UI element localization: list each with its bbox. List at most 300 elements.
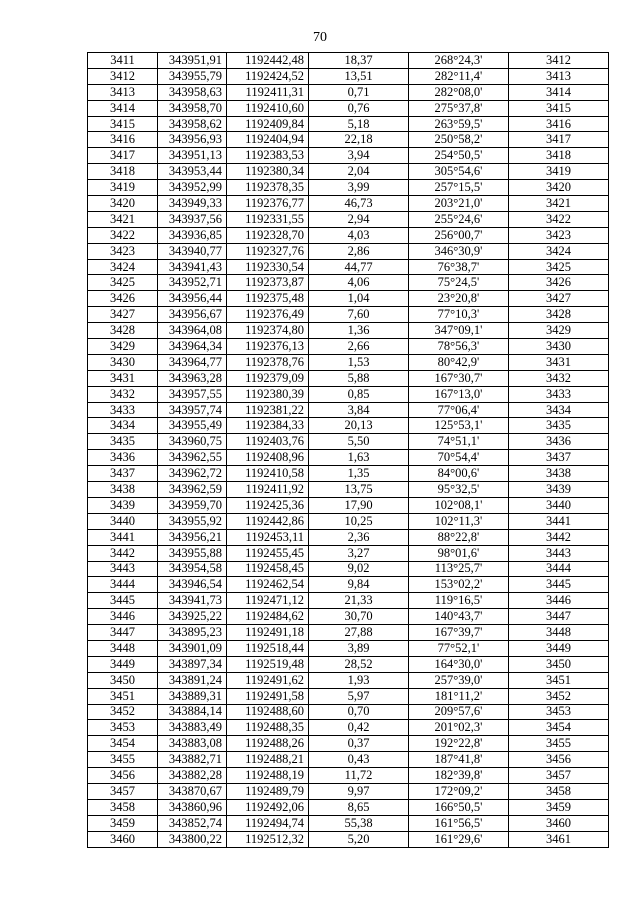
y-coordinate-cell: 1192327,76 <box>227 243 309 259</box>
distance-cell: 2,04 <box>309 164 409 180</box>
distance-cell: 13,51 <box>309 68 409 84</box>
point-to-cell: 3413 <box>509 68 609 84</box>
distance-cell: 55,38 <box>309 815 409 831</box>
point-from-cell: 3445 <box>88 593 158 609</box>
point-to-cell: 3439 <box>509 482 609 498</box>
x-coordinate-cell: 343957,55 <box>158 386 227 402</box>
x-coordinate-cell: 343951,13 <box>158 148 227 164</box>
x-coordinate-cell: 343936,85 <box>158 227 227 243</box>
bearing-cell: 268°24,3' <box>409 53 509 69</box>
x-coordinate-cell: 343860,96 <box>158 799 227 815</box>
y-coordinate-cell: 1192404,94 <box>227 132 309 148</box>
bearing-cell: 23°20,8' <box>409 291 509 307</box>
distance-cell: 3,89 <box>309 640 409 656</box>
table-row <box>88 291 609 307</box>
point-to-cell: 3428 <box>509 307 609 323</box>
table-row <box>88 434 609 450</box>
distance-cell: 46,73 <box>309 196 409 212</box>
distance-cell: 2,36 <box>309 529 409 545</box>
x-coordinate-cell: 343800,22 <box>158 831 227 847</box>
x-coordinate-cell: 343960,75 <box>158 434 227 450</box>
bearing-cell: 102°08,1' <box>409 497 509 513</box>
bearing-cell: 95°32,5' <box>409 482 509 498</box>
y-coordinate-cell: 1192409,84 <box>227 116 309 132</box>
table-row <box>88 196 609 212</box>
table-row <box>88 259 609 275</box>
distance-cell: 9,84 <box>309 577 409 593</box>
point-from-cell: 3420 <box>88 196 158 212</box>
point-from-cell: 3419 <box>88 180 158 196</box>
point-to-cell: 3444 <box>509 561 609 577</box>
distance-cell: 1,04 <box>309 291 409 307</box>
y-coordinate-cell: 1192489,79 <box>227 783 309 799</box>
y-coordinate-cell: 1192491,58 <box>227 688 309 704</box>
y-coordinate-cell: 1192411,92 <box>227 482 309 498</box>
x-coordinate-cell: 343962,72 <box>158 466 227 482</box>
point-from-cell: 3440 <box>88 513 158 529</box>
point-from-cell: 3429 <box>88 339 158 355</box>
y-coordinate-cell: 1192383,53 <box>227 148 309 164</box>
y-coordinate-cell: 1192488,26 <box>227 736 309 752</box>
distance-cell: 20,13 <box>309 418 409 434</box>
x-coordinate-cell: 343884,14 <box>158 704 227 720</box>
y-coordinate-cell: 1192424,52 <box>227 68 309 84</box>
table-row <box>88 180 609 196</box>
distance-cell: 9,97 <box>309 783 409 799</box>
bearing-cell: 282°08,0' <box>409 84 509 100</box>
bearing-cell: 275°37,8' <box>409 100 509 116</box>
table-row <box>88 84 609 100</box>
point-from-cell: 3456 <box>88 768 158 784</box>
point-from-cell: 3453 <box>88 720 158 736</box>
x-coordinate-cell: 343956,93 <box>158 132 227 148</box>
x-coordinate-cell: 343957,74 <box>158 402 227 418</box>
table-row <box>88 482 609 498</box>
x-coordinate-cell: 343953,44 <box>158 164 227 180</box>
x-coordinate-cell: 343941,43 <box>158 259 227 275</box>
bearing-cell: 88°22,8' <box>409 529 509 545</box>
point-to-cell: 3458 <box>509 783 609 799</box>
point-from-cell: 3422 <box>88 227 158 243</box>
point-to-cell: 3417 <box>509 132 609 148</box>
y-coordinate-cell: 1192455,45 <box>227 545 309 561</box>
y-coordinate-cell: 1192373,87 <box>227 275 309 291</box>
x-coordinate-cell: 343962,55 <box>158 450 227 466</box>
distance-cell: 1,35 <box>309 466 409 482</box>
table-row <box>88 561 609 577</box>
point-to-cell: 3436 <box>509 434 609 450</box>
table-row <box>88 656 609 672</box>
y-coordinate-cell: 1192425,36 <box>227 497 309 513</box>
point-to-cell: 3423 <box>509 227 609 243</box>
distance-cell: 7,60 <box>309 307 409 323</box>
distance-cell: 0,70 <box>309 704 409 720</box>
bearing-cell: 74°51,1' <box>409 434 509 450</box>
distance-cell: 44,77 <box>309 259 409 275</box>
x-coordinate-cell: 343937,56 <box>158 211 227 227</box>
table-row <box>88 783 609 799</box>
x-coordinate-cell: 343956,21 <box>158 529 227 545</box>
point-to-cell: 3455 <box>509 736 609 752</box>
x-coordinate-cell: 343963,28 <box>158 370 227 386</box>
table-row <box>88 752 609 768</box>
point-from-cell: 3423 <box>88 243 158 259</box>
distance-cell: 4,06 <box>309 275 409 291</box>
point-from-cell: 3431 <box>88 370 158 386</box>
table-row <box>88 497 609 513</box>
bearing-cell: 256°00,7' <box>409 227 509 243</box>
table-row <box>88 418 609 434</box>
distance-cell: 0,85 <box>309 386 409 402</box>
table-row <box>88 68 609 84</box>
point-to-cell: 3433 <box>509 386 609 402</box>
table-row <box>88 354 609 370</box>
point-from-cell: 3450 <box>88 672 158 688</box>
distance-cell: 4,03 <box>309 227 409 243</box>
distance-cell: 13,75 <box>309 482 409 498</box>
distance-cell: 5,97 <box>309 688 409 704</box>
point-to-cell: 3421 <box>509 196 609 212</box>
point-from-cell: 3454 <box>88 736 158 752</box>
x-coordinate-cell: 343958,70 <box>158 100 227 116</box>
point-to-cell: 3452 <box>509 688 609 704</box>
distance-cell: 8,65 <box>309 799 409 815</box>
point-from-cell: 3442 <box>88 545 158 561</box>
point-to-cell: 3414 <box>509 84 609 100</box>
point-from-cell: 3425 <box>88 275 158 291</box>
distance-cell: 0,71 <box>309 84 409 100</box>
point-from-cell: 3415 <box>88 116 158 132</box>
bearing-cell: 192°22,8' <box>409 736 509 752</box>
y-coordinate-cell: 1192374,80 <box>227 323 309 339</box>
point-to-cell: 3449 <box>509 640 609 656</box>
point-to-cell: 3429 <box>509 323 609 339</box>
point-from-cell: 3455 <box>88 752 158 768</box>
x-coordinate-cell: 343925,22 <box>158 609 227 625</box>
point-from-cell: 3460 <box>88 831 158 847</box>
distance-cell: 28,52 <box>309 656 409 672</box>
y-coordinate-cell: 1192376,13 <box>227 339 309 355</box>
distance-cell: 1,36 <box>309 323 409 339</box>
point-from-cell: 3417 <box>88 148 158 164</box>
point-from-cell: 3435 <box>88 434 158 450</box>
y-coordinate-cell: 1192376,77 <box>227 196 309 212</box>
bearing-cell: 70°54,4' <box>409 450 509 466</box>
point-from-cell: 3452 <box>88 704 158 720</box>
x-coordinate-cell: 343949,33 <box>158 196 227 212</box>
point-from-cell: 3441 <box>88 529 158 545</box>
bearing-cell: 80°42,9' <box>409 354 509 370</box>
point-to-cell: 3446 <box>509 593 609 609</box>
distance-cell: 1,63 <box>309 450 409 466</box>
y-coordinate-cell: 1192410,60 <box>227 100 309 116</box>
y-coordinate-cell: 1192442,86 <box>227 513 309 529</box>
point-to-cell: 3450 <box>509 656 609 672</box>
point-from-cell: 3412 <box>88 68 158 84</box>
point-from-cell: 3449 <box>88 656 158 672</box>
x-coordinate-cell: 343883,08 <box>158 736 227 752</box>
table-row <box>88 609 609 625</box>
y-coordinate-cell: 1192410,58 <box>227 466 309 482</box>
x-coordinate-cell: 343955,49 <box>158 418 227 434</box>
table-row <box>88 100 609 116</box>
table-row <box>88 577 609 593</box>
coordinates-table-body <box>88 53 609 848</box>
bearing-cell: 78°56,3' <box>409 339 509 355</box>
bearing-cell: 77°06,4' <box>409 402 509 418</box>
bearing-cell: 209°57,6' <box>409 704 509 720</box>
x-coordinate-cell: 343962,59 <box>158 482 227 498</box>
x-coordinate-cell: 343891,24 <box>158 672 227 688</box>
point-to-cell: 3456 <box>509 752 609 768</box>
distance-cell: 3,84 <box>309 402 409 418</box>
bearing-cell: 119°16,5' <box>409 593 509 609</box>
point-from-cell: 3436 <box>88 450 158 466</box>
point-to-cell: 3442 <box>509 529 609 545</box>
y-coordinate-cell: 1192378,76 <box>227 354 309 370</box>
bearing-cell: 282°11,4' <box>409 68 509 84</box>
table-row <box>88 164 609 180</box>
table-row <box>88 339 609 355</box>
y-coordinate-cell: 1192442,48 <box>227 53 309 69</box>
point-to-cell: 3441 <box>509 513 609 529</box>
table-row <box>88 323 609 339</box>
distance-cell: 5,88 <box>309 370 409 386</box>
x-coordinate-cell: 343955,88 <box>158 545 227 561</box>
y-coordinate-cell: 1192488,60 <box>227 704 309 720</box>
y-coordinate-cell: 1192488,21 <box>227 752 309 768</box>
point-to-cell: 3425 <box>509 259 609 275</box>
distance-cell: 1,53 <box>309 354 409 370</box>
point-from-cell: 3437 <box>88 466 158 482</box>
bearing-cell: 167°13,0' <box>409 386 509 402</box>
bearing-cell: 182°39,8' <box>409 768 509 784</box>
x-coordinate-cell: 343952,99 <box>158 180 227 196</box>
point-from-cell: 3424 <box>88 259 158 275</box>
distance-cell: 9,02 <box>309 561 409 577</box>
x-coordinate-cell: 343964,34 <box>158 339 227 355</box>
y-coordinate-cell: 1192492,06 <box>227 799 309 815</box>
table-row <box>88 513 609 529</box>
x-coordinate-cell: 343897,34 <box>158 656 227 672</box>
y-coordinate-cell: 1192375,48 <box>227 291 309 307</box>
point-to-cell: 3427 <box>509 291 609 307</box>
bearing-cell: 172°09,2' <box>409 783 509 799</box>
bearing-cell: 167°39,7' <box>409 625 509 641</box>
coordinates-table <box>87 52 609 848</box>
x-coordinate-cell: 343901,09 <box>158 640 227 656</box>
bearing-cell: 153°02,2' <box>409 577 509 593</box>
y-coordinate-cell: 1192488,19 <box>227 768 309 784</box>
table-row <box>88 720 609 736</box>
y-coordinate-cell: 1192494,74 <box>227 815 309 831</box>
point-to-cell: 3445 <box>509 577 609 593</box>
table-row <box>88 799 609 815</box>
table-row <box>88 148 609 164</box>
x-coordinate-cell: 343952,71 <box>158 275 227 291</box>
y-coordinate-cell: 1192512,32 <box>227 831 309 847</box>
distance-cell: 10,25 <box>309 513 409 529</box>
y-coordinate-cell: 1192381,22 <box>227 402 309 418</box>
point-from-cell: 3427 <box>88 307 158 323</box>
table-row <box>88 831 609 847</box>
x-coordinate-cell: 343870,67 <box>158 783 227 799</box>
x-coordinate-cell: 343889,31 <box>158 688 227 704</box>
distance-cell: 0,37 <box>309 736 409 752</box>
x-coordinate-cell: 343955,92 <box>158 513 227 529</box>
distance-cell: 3,99 <box>309 180 409 196</box>
point-from-cell: 3434 <box>88 418 158 434</box>
x-coordinate-cell: 343951,91 <box>158 53 227 69</box>
table-row <box>88 243 609 259</box>
distance-cell: 27,88 <box>309 625 409 641</box>
table-row <box>88 211 609 227</box>
bearing-cell: 140°43,7' <box>409 609 509 625</box>
point-to-cell: 3461 <box>509 831 609 847</box>
point-to-cell: 3457 <box>509 768 609 784</box>
bearing-cell: 187°41,8' <box>409 752 509 768</box>
point-to-cell: 3434 <box>509 402 609 418</box>
table-row <box>88 402 609 418</box>
point-to-cell: 3440 <box>509 497 609 513</box>
x-coordinate-cell: 343946,54 <box>158 577 227 593</box>
point-to-cell: 3459 <box>509 799 609 815</box>
point-from-cell: 3414 <box>88 100 158 116</box>
point-from-cell: 3432 <box>88 386 158 402</box>
x-coordinate-cell: 343882,28 <box>158 768 227 784</box>
bearing-cell: 98°01,6' <box>409 545 509 561</box>
distance-cell: 0,76 <box>309 100 409 116</box>
y-coordinate-cell: 1192376,49 <box>227 307 309 323</box>
table-row <box>88 688 609 704</box>
bearing-cell: 161°29,6' <box>409 831 509 847</box>
point-from-cell: 3428 <box>88 323 158 339</box>
point-from-cell: 3459 <box>88 815 158 831</box>
distance-cell: 22,18 <box>309 132 409 148</box>
page-number: 70 <box>313 30 327 45</box>
bearing-cell: 161°56,5' <box>409 815 509 831</box>
x-coordinate-cell: 343883,49 <box>158 720 227 736</box>
point-from-cell: 3447 <box>88 625 158 641</box>
distance-cell: 11,72 <box>309 768 409 784</box>
x-coordinate-cell: 343964,77 <box>158 354 227 370</box>
point-from-cell: 3446 <box>88 609 158 625</box>
bearing-cell: 257°39,0' <box>409 672 509 688</box>
x-coordinate-cell: 343959,70 <box>158 497 227 513</box>
table-row <box>88 132 609 148</box>
distance-cell: 5,20 <box>309 831 409 847</box>
bearing-cell: 250°58,2' <box>409 132 509 148</box>
x-coordinate-cell: 343852,74 <box>158 815 227 831</box>
x-coordinate-cell: 343882,71 <box>158 752 227 768</box>
point-to-cell: 3432 <box>509 370 609 386</box>
table-row <box>88 53 609 69</box>
y-coordinate-cell: 1192330,54 <box>227 259 309 275</box>
point-to-cell: 3454 <box>509 720 609 736</box>
table-row <box>88 625 609 641</box>
point-to-cell: 3412 <box>509 53 609 69</box>
point-to-cell: 3453 <box>509 704 609 720</box>
x-coordinate-cell: 343956,44 <box>158 291 227 307</box>
bearing-cell: 77°10,3' <box>409 307 509 323</box>
point-to-cell: 3430 <box>509 339 609 355</box>
table-row <box>88 466 609 482</box>
y-coordinate-cell: 1192384,33 <box>227 418 309 434</box>
y-coordinate-cell: 1192491,18 <box>227 625 309 641</box>
distance-cell: 30,70 <box>309 609 409 625</box>
table-row <box>88 640 609 656</box>
x-coordinate-cell: 343958,63 <box>158 84 227 100</box>
y-coordinate-cell: 1192331,55 <box>227 211 309 227</box>
point-from-cell: 3430 <box>88 354 158 370</box>
point-from-cell: 3448 <box>88 640 158 656</box>
point-to-cell: 3420 <box>509 180 609 196</box>
y-coordinate-cell: 1192408,96 <box>227 450 309 466</box>
table-row <box>88 275 609 291</box>
table-row <box>88 529 609 545</box>
table-row <box>88 593 609 609</box>
x-coordinate-cell: 343895,23 <box>158 625 227 641</box>
table-row <box>88 815 609 831</box>
bearing-cell: 201°02,3' <box>409 720 509 736</box>
bearing-cell: 257°15,5' <box>409 180 509 196</box>
bearing-cell: 102°11,3' <box>409 513 509 529</box>
bearing-cell: 203°21,0' <box>409 196 509 212</box>
distance-cell: 2,86 <box>309 243 409 259</box>
point-to-cell: 3460 <box>509 815 609 831</box>
table-row <box>88 227 609 243</box>
y-coordinate-cell: 1192411,31 <box>227 84 309 100</box>
point-from-cell: 3426 <box>88 291 158 307</box>
point-to-cell: 3443 <box>509 545 609 561</box>
point-to-cell: 3438 <box>509 466 609 482</box>
y-coordinate-cell: 1192379,09 <box>227 370 309 386</box>
bearing-cell: 77°52,1' <box>409 640 509 656</box>
distance-cell: 21,33 <box>309 593 409 609</box>
y-coordinate-cell: 1192491,62 <box>227 672 309 688</box>
table-row <box>88 386 609 402</box>
y-coordinate-cell: 1192484,62 <box>227 609 309 625</box>
bearing-cell: 305°54,6' <box>409 164 509 180</box>
y-coordinate-cell: 1192380,39 <box>227 386 309 402</box>
point-from-cell: 3433 <box>88 402 158 418</box>
x-coordinate-cell: 343940,77 <box>158 243 227 259</box>
point-to-cell: 3435 <box>509 418 609 434</box>
distance-cell: 0,43 <box>309 752 409 768</box>
point-from-cell: 3416 <box>88 132 158 148</box>
point-to-cell: 3447 <box>509 609 609 625</box>
distance-cell: 3,94 <box>309 148 409 164</box>
distance-cell: 3,27 <box>309 545 409 561</box>
point-to-cell: 3415 <box>509 100 609 116</box>
bearing-cell: 181°11,2' <box>409 688 509 704</box>
point-from-cell: 3443 <box>88 561 158 577</box>
bearing-cell: 75°24,5' <box>409 275 509 291</box>
y-coordinate-cell: 1192518,44 <box>227 640 309 656</box>
point-to-cell: 3416 <box>509 116 609 132</box>
y-coordinate-cell: 1192328,70 <box>227 227 309 243</box>
point-from-cell: 3439 <box>88 497 158 513</box>
point-from-cell: 3413 <box>88 84 158 100</box>
y-coordinate-cell: 1192471,12 <box>227 593 309 609</box>
y-coordinate-cell: 1192380,34 <box>227 164 309 180</box>
distance-cell: 0,42 <box>309 720 409 736</box>
bearing-cell: 84°00,6' <box>409 466 509 482</box>
bearing-cell: 263°59,5' <box>409 116 509 132</box>
table-row <box>88 768 609 784</box>
table-row <box>88 450 609 466</box>
point-to-cell: 3451 <box>509 672 609 688</box>
